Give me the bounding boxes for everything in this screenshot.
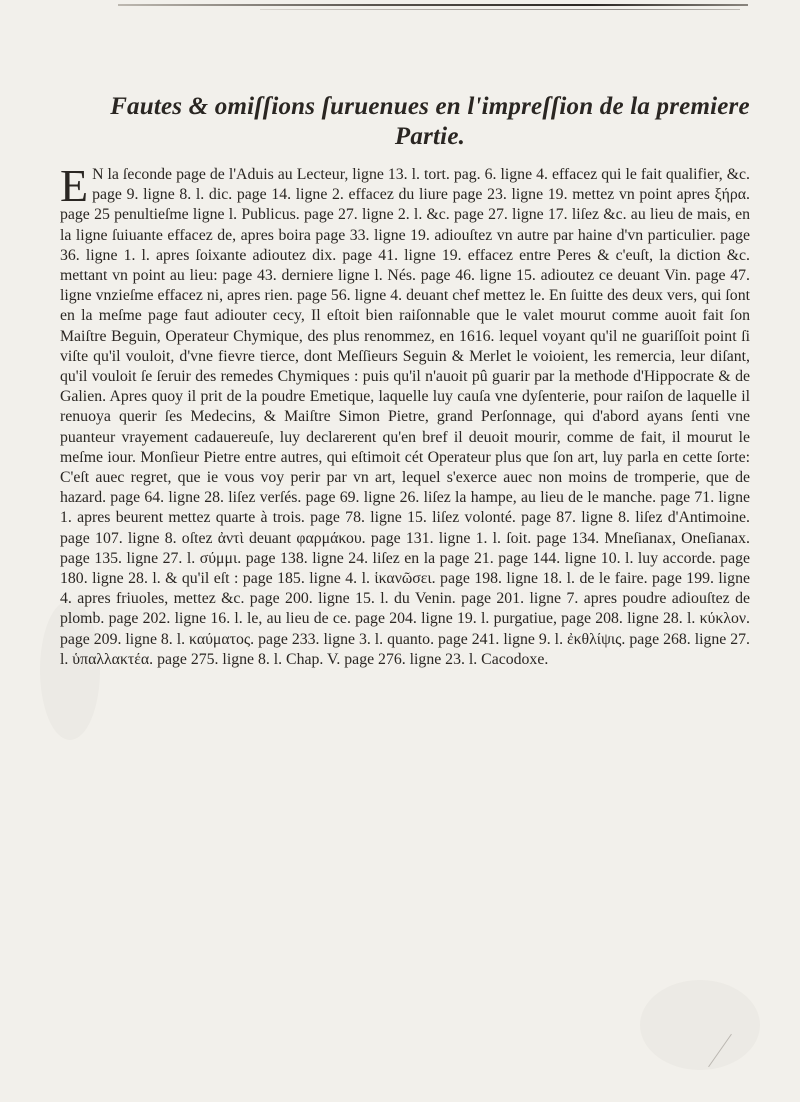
errata-paragraph <box>60 160 750 670</box>
top-border-rule <box>118 4 748 6</box>
paper-stain <box>640 980 760 1070</box>
top-border-rule-faint <box>260 9 740 10</box>
errata-heading-line2: Partie. <box>394 122 466 150</box>
drop-cap-initial: E <box>60 160 89 211</box>
errata-heading-line1: Fautes & omiſſions ſuruenues en l'impreſſion de la premiere <box>110 92 750 120</box>
errata-heading <box>80 93 780 151</box>
errata-text: N la ſeconde page de l'Aduis au Lecteur, ligne 13. l. tort. pag. 6. ligne 4. effacez qui le fait qualifier, &c. page 9. ligne 8. l. dic. page 14. ligne 2. effacez du liure page 23. ligne 19. mettez vn point apres ξήρα. page 25 penultieſme ligne l. Publicus. page 27. ligne 2. l. &c. page 27. ligne 17. liſez &c. au lieu de mais, en la ligne ſuiuante effacez de, apres boira page 33. ligne 19. adiouſtez vn autre par haine d'vn particulier. page 36. ligne 1. l. apres ſoixante adioutez dix. page 41. ligne 19. effacez entre Peres & c'euſt, la diction &c. mettant vn point au lieu: page 43. derniere ligne l. Nés. page 46. ligne 15. adioutez ce deuant Vin. page 47. ligne vnzieſme effacez ni, apres rien. page 56. ligne 4. deuant chef mettez le. En ſuitte des deux vers, qui ſont en la meſme page faut adiouter cecy, Il eſtoit bien raiſonnable que le valet mourut comme auoit fait ſon Maiſtre Beguin, Operateur Chymique, des plus renommez, en 1616. lequel voyant qu'il ne guariſſoit point ſi viſte qu'il vouloit, d'vne fievre tierce, dont Meſſieurs Seguin & Merlet le voioient, les remercia, leur diſant, qu'il vouloit ſe ſeruir des remedes Chymiques : puis qu'il n'auoit pû guarir par la methode d'Hippocrate & de Galien. Apres quoy il prit de la poudre Emetique, laquelle luy cauſa vne dyſenterie, pour raiſon de laquelle il renuoya querir ſes Medecins, & Maiſtre Simon Pietre, grand Perſonnage, qui d'abord ayans ſenti vne puanteur vrayement cadauereuſe, luy declarerent qu'en bref il deuoit mourir, comme de fait, il mourut le meſme iour. Monſieur Pietre entre autres, qui eſtimoit cét Operateur plus que ſon art, luy parla en cette ſorte: C'eſt auec regret, que ie vous voy perir par vn art, lequel s'exerce auec non moins de tromperie, que de hazard. page 64. ligne 28. liſez verſés. page 69. ligne 26. liſez la hampe, au lieu de le manche. page 71. ligne 1. apres beurent mettez quarte à trois. page 78. ligne 15. liſez volonté. page 87. ligne 8. liſez d'Antimoine. page 107. ligne 8. oſtez ἀντὶ deuant φαρμάκου. page 131. ligne 1. l. ſoit. page 134. Mneſianax, Oneſianax. page 135. ligne 27. l. σύμμι. page 138. ligne 24. liſez en la page 21. page 144. ligne 10. l. luy accorde. page 180. ligne 28. l. & qu'il eſt : page 185. ligne 4. l. ἱκανῶσει. page 198. ligne 18. l. de le faire. page 199. ligne 4. apres friuoles, mettez &c. page 200. ligne 15. l. du Venin. page 201. ligne 7. apres poudre adiouſtez de plomb. page 202. ligne 16. l. le, au lieu de ce. page 204. ligne 19. l. purgatiue, page 208. ligne 28. l. κύκλον. page 209. ligne 8. l. καύματος. page 233. ligne 3. l. quanto. page 241. ligne 9. l. ἐκθλίψις. page 268. ligne 27. l. ὑπαλλακτέα. page 275. ligne 8. l. Chap. V. page 276. ligne 23. l. Cacodoxe. <box>60 166 750 668</box>
errata-body <box>60 160 750 670</box>
